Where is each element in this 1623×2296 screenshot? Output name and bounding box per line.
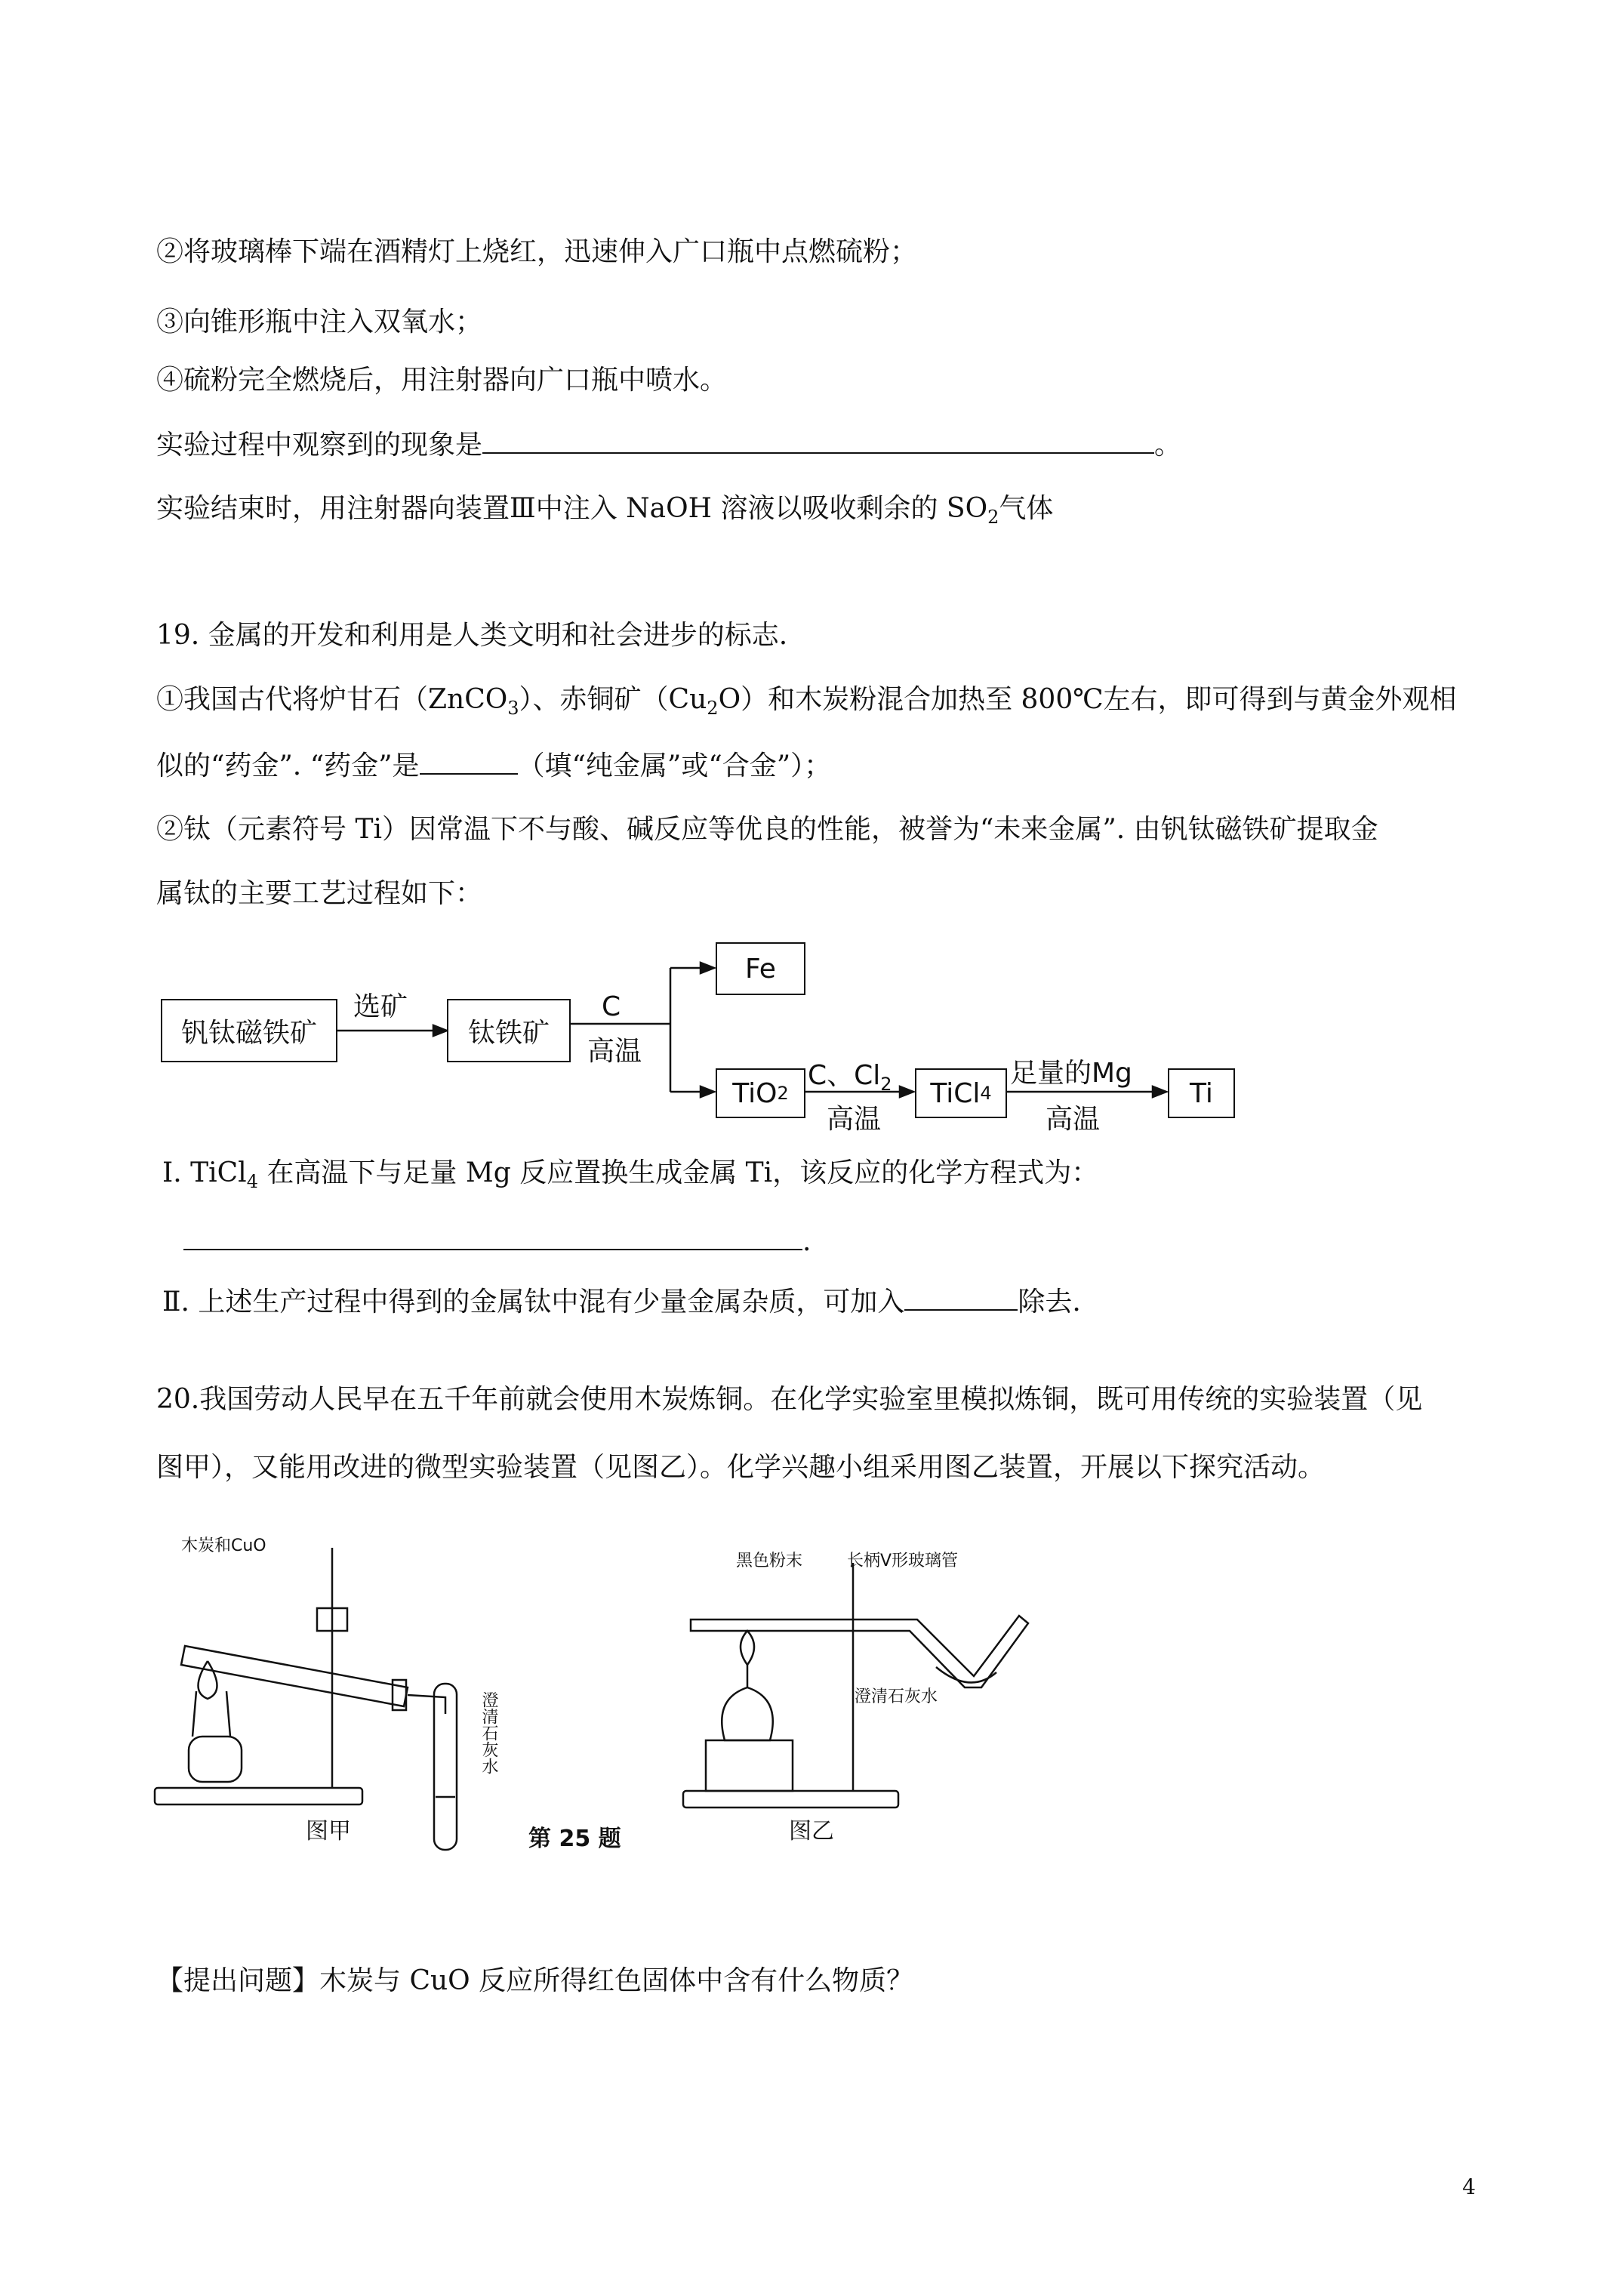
zn-sub: 3 xyxy=(507,698,519,720)
q19-text-b: ）、赤铜矿（Cu xyxy=(519,684,707,715)
flow-box-fe: Fe xyxy=(716,942,805,995)
question-20-line1: 20.我国劳动人民早在五千年前就会使用木炭炼铜。在化学实验室里模拟炼铜，既可用传统的实验装置（见 xyxy=(156,1384,1423,1415)
step-4-text: ④硫粉完全燃烧后，用注射器向广口瓶中喷水。 xyxy=(156,365,728,396)
cu-sub: 2 xyxy=(707,698,719,720)
ticl4-sub: 4 xyxy=(980,1083,992,1104)
question-20-line2: 图甲），又能用改进的微型实验装置（见图乙）。化学兴趣小组采用图乙装置，开展以下探究活动。 xyxy=(156,1452,1326,1483)
flow-box-ticl4 xyxy=(915,1068,1007,1118)
flow-label-c: C xyxy=(602,991,621,1022)
ticl4-sub-text: 4 xyxy=(246,1171,258,1193)
roman1-text-b: 在高温下与足量 Mg 反应置换生成金属 Ti，该反应的化学方程式为： xyxy=(257,1157,1099,1188)
fig-a-base xyxy=(155,1788,362,1804)
raise-question-text: 【提出问题】木炭与 CuO 反应所得红色固体中含有什么物质？ xyxy=(156,1965,914,1996)
center-caption: 第 25 题 xyxy=(528,1826,621,1852)
equation-line xyxy=(183,1223,811,1260)
fig-b-lamp xyxy=(722,1687,773,1740)
page-number: 4 xyxy=(1462,2174,1476,2199)
flow-label-hightemp-3: 高温 xyxy=(1046,1104,1101,1135)
flow-label-c-cl2 xyxy=(808,1054,892,1095)
q19-part2-line2: 属钛的主要工艺过程如下： xyxy=(156,878,483,909)
q19-2-text-a: 似的“药金”. “药金”是 xyxy=(156,750,420,781)
flow-label-hightemp: 高温 xyxy=(587,1036,642,1067)
roman2-text-a: Ⅱ. 上述生产过程中得到的金属钛中混有少量金属杂质，可加入 xyxy=(162,1287,905,1318)
fig-b-block xyxy=(706,1740,793,1791)
c-cl2-text: C、Cl xyxy=(808,1060,881,1091)
roman-2-text xyxy=(162,1284,1081,1321)
step-2-text: ②将玻璃棒下端在酒精灯上烧红，迅速伸入广口瓶中点燃硫粉； xyxy=(156,236,918,267)
observation-prompt: 实验过程中观察到的现象是 xyxy=(156,430,483,461)
answer-blank-equation[interactable] xyxy=(183,1223,802,1250)
fig-a-delivery-tube xyxy=(408,1695,445,1714)
q19-2-text-b: （填“纯金属”或“合金”）； xyxy=(517,750,832,781)
step-3-text: ③向锥形瓶中注入双氧水； xyxy=(156,307,483,337)
q19-part2-line1: ②钛（元素符号 Ti）因常温下不与酸、碱反应等优良的性能，被誉为“未来金属”. 由钒钛磁铁矿提取金 xyxy=(156,814,1378,845)
fig-b-flame xyxy=(741,1631,754,1665)
q19-text-c: O）和木炭粉混合加热至 800℃左右，即可得到与黄金外观相 xyxy=(718,684,1457,715)
fig-b-lime-label: 澄清石灰水 xyxy=(855,1687,938,1706)
flow-label-mg: 足量的Mg xyxy=(1010,1058,1132,1089)
fig-a-lime-label: 澄清石灰水 xyxy=(479,1691,498,1774)
fig-b-tube-label: 长柄V形玻璃管 xyxy=(847,1552,959,1570)
fig-a-flame xyxy=(199,1661,217,1699)
fig-a-caption: 图甲 xyxy=(306,1818,351,1845)
roman1-text-a: Ⅰ. TiCl xyxy=(162,1157,247,1188)
flow-box-ti: Ti xyxy=(1168,1068,1235,1118)
flow-label-beneficiation: 选矿 xyxy=(353,991,408,1022)
fig-a-reactant-label: 木炭和CuO xyxy=(181,1536,266,1555)
ticl4-text: TiCl xyxy=(930,1077,981,1109)
fig-b-powder-label: 黑色粉末 xyxy=(736,1552,803,1570)
flow-box-ilmenite: 钛铁矿 xyxy=(447,999,571,1062)
fig-b-caption: 图乙 xyxy=(789,1818,834,1845)
answer-blank-remove[interactable] xyxy=(904,1284,1018,1311)
end-text-a: 实验结束时，用注射器向装置Ⅲ中注入 NaOH 溶液以吸收剩余的 SO xyxy=(156,493,988,524)
question-19-title: 19. 金属的开发和利用是人类文明和社会进步的标志. xyxy=(156,620,788,651)
tio2-text: TiO xyxy=(732,1077,778,1109)
tio2-sub: 2 xyxy=(777,1083,789,1104)
roman2-text-b: 除去. xyxy=(1018,1287,1081,1318)
fig-a-burner xyxy=(189,1737,242,1782)
roman-1-text xyxy=(162,1155,1098,1200)
equation-end: . xyxy=(802,1226,812,1257)
fig-b-base xyxy=(683,1791,898,1808)
end-text-b: 气体 xyxy=(999,493,1054,524)
flow-box-tio2 xyxy=(716,1068,805,1118)
cl2-sub: 2 xyxy=(880,1074,892,1096)
observation-end: 。 xyxy=(1154,430,1182,461)
flow-box-ore: 钒钛磁铁矿 xyxy=(161,999,337,1062)
q19-text-a: ①我国古代将炉甘石（ZnCO xyxy=(156,684,508,715)
so2-subscript: 2 xyxy=(987,507,999,529)
flow-label-hightemp-2: 高温 xyxy=(827,1104,882,1135)
